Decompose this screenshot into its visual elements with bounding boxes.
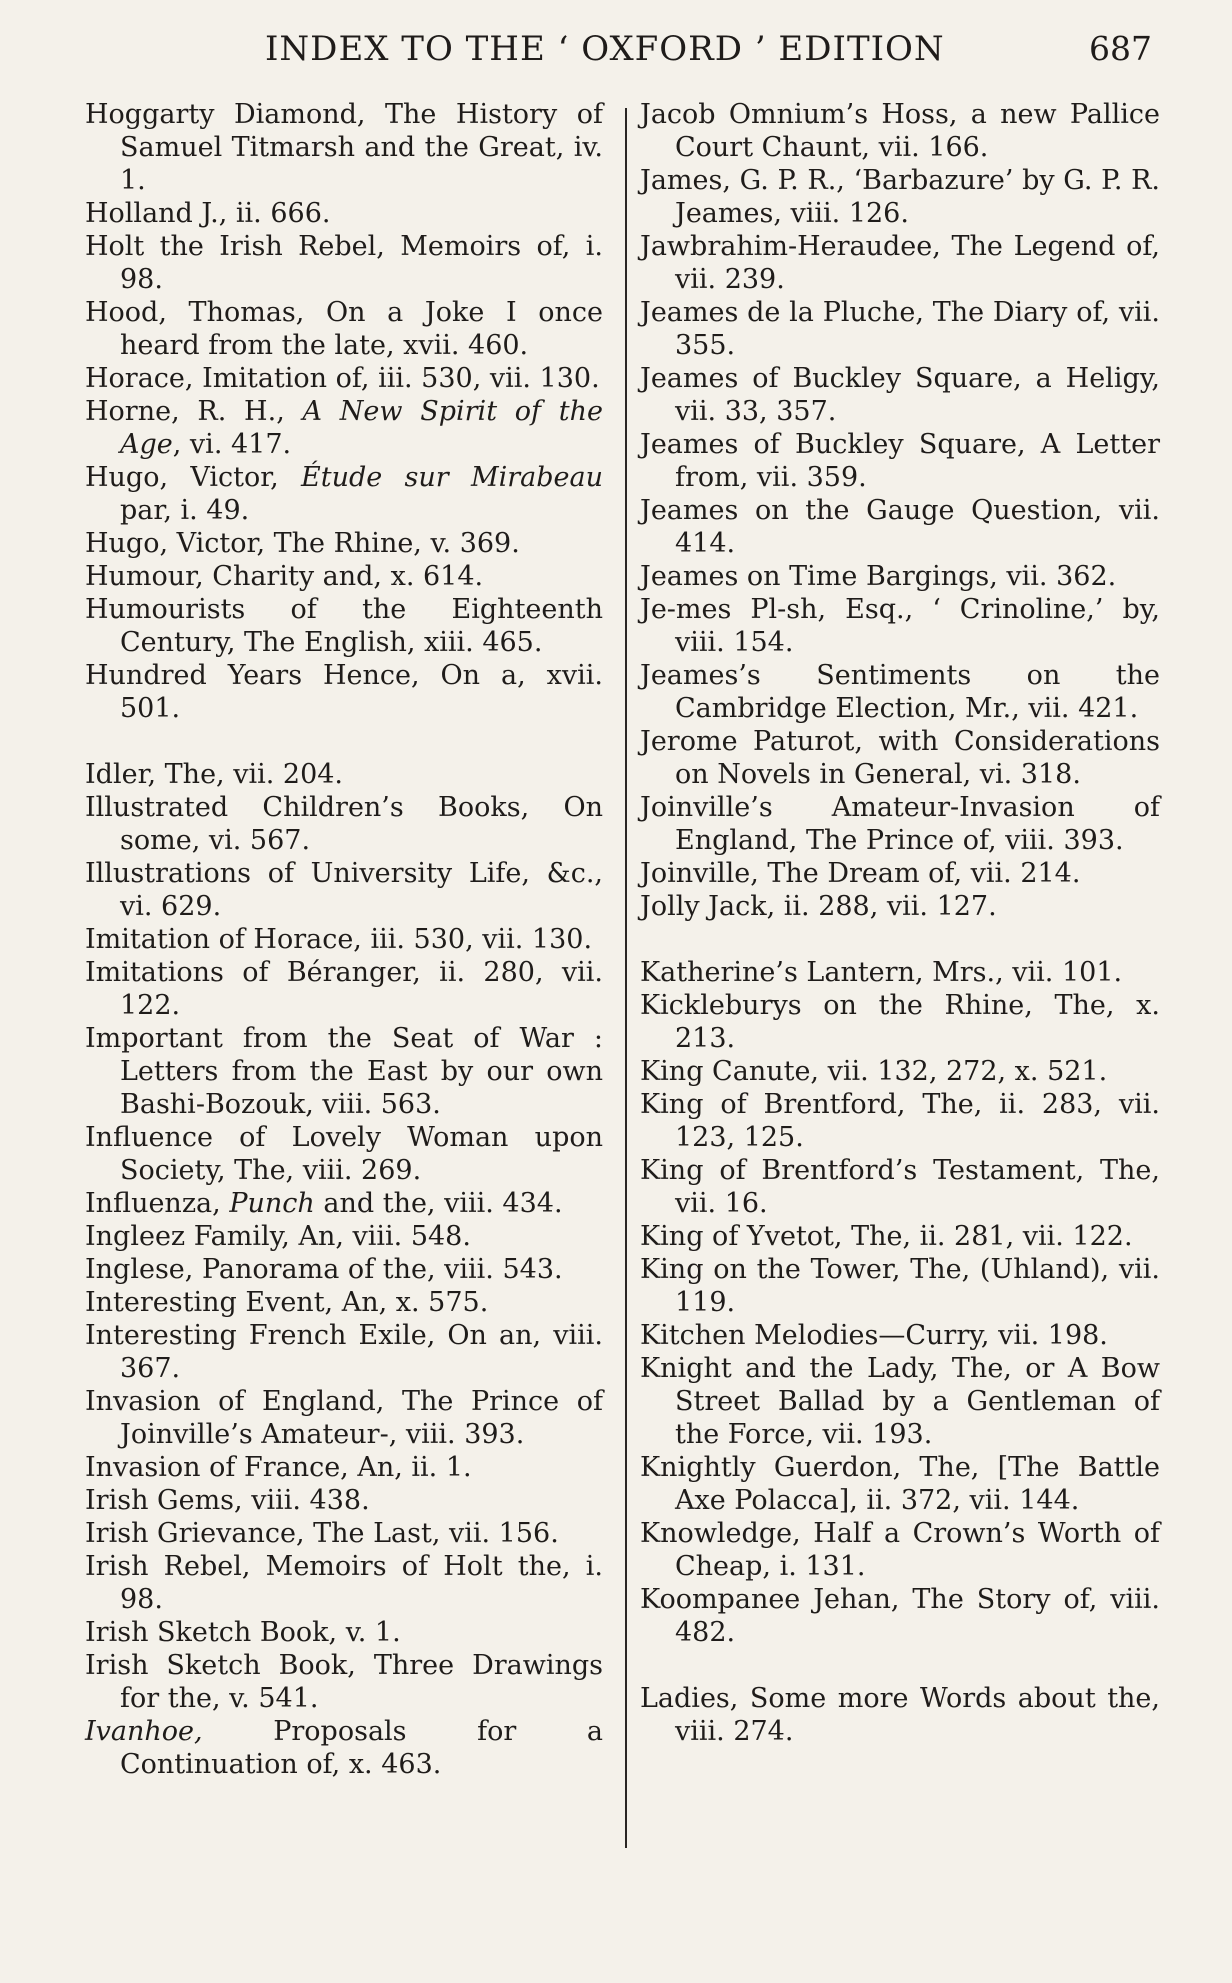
index-entry: Hoggarty Diamond, The History of Samuel Titmarsh and the Great, iv. 1. xyxy=(85,99,603,196)
index-entry: Imitation of Horace, iii. 530, vii. 130. xyxy=(85,924,593,955)
column-divider xyxy=(625,108,627,1848)
index-entry: Humourists of the Eighteenth Century, The English, xiii. 465. xyxy=(85,594,603,658)
index-entry: Jolly Jack, ii. 288, vii. 127. xyxy=(640,891,997,922)
index-entry: Irish Grievance, The Last, vii. 156. xyxy=(85,1518,559,1549)
index-entry: Irish Rebel, Memoirs of Holt the, i. 98. xyxy=(85,1551,603,1615)
index-entry: Kickleburys on the Rhine, The, x. 213. xyxy=(640,990,1160,1054)
index-entry: Jeames on the Gauge Question, vii. 414. xyxy=(640,495,1160,559)
index-entry: Invasion of England, The Prince of Joinville’s Amateur-, viii. 393. xyxy=(85,1386,603,1450)
index-entry: Ladies, Some more Words about the, viii. 274. xyxy=(640,1683,1160,1747)
index-entry: Jawbrahim-Heraudee, The Legend of, vii. 239. xyxy=(640,231,1160,295)
index-entry: Jeames on Time Bargings, vii. 362. xyxy=(640,561,1117,592)
index-entry: Illustrated Children’s Books, On some, vi. 567. xyxy=(85,792,603,856)
index-entry xyxy=(85,1715,603,1781)
index-entry: Imitations of Béranger, ii. 280, vii. 122. xyxy=(85,957,603,1021)
entry-text: and the, viii. 434. xyxy=(314,1188,563,1219)
index-entry: King on the Tower, The, (Uhland), vii. 119. xyxy=(640,1254,1160,1318)
index-entry xyxy=(85,395,603,461)
index-entry: Je-mes Pl-sh, Esq., ‘ Crinoline,’ by, viii. 154. xyxy=(640,594,1160,658)
entry-text: Horne, R. H., xyxy=(85,396,303,427)
index-entry: Interesting French Exile, On an, viii. 367. xyxy=(85,1320,603,1384)
index-entry: King of Yvetot, The, ii. 281, vii. 122. xyxy=(640,1221,1133,1252)
index-entry: Knightly Guerdon, The, [The Battle Axe Polacca], ii. 372, vii. 144. xyxy=(640,1452,1160,1516)
entry-text: Hugo, Victor, xyxy=(85,462,302,493)
index-entry: Jacob Omnium’s Hoss, a new Pallice Court Chaunt, vii. 166. xyxy=(640,99,1160,163)
entry-text: Influenza, xyxy=(85,1188,230,1219)
entry-text: Proposals for a Continuation of, x. 463. xyxy=(120,1716,603,1780)
index-entry: Katherine’s Lantern, Mrs., vii. 101. xyxy=(640,957,1123,988)
index-entry: Jeames de la Pluche, The Diary of, vii. 355. xyxy=(640,297,1160,361)
page-number: 687 xyxy=(1089,29,1152,68)
index-entry: Hundred Years Hence, On a, xvii. 501. xyxy=(85,660,603,724)
index-entry: James, G. P. R., ‘Barbazure’ by G. P. R. Jeames, viii. 126. xyxy=(640,165,1160,229)
section-gap xyxy=(640,923,1160,956)
index-entry: Hugo, Victor, The Rhine, v. 369. xyxy=(85,528,520,559)
running-header xyxy=(85,24,1152,74)
index-entry: Knowledge, Half a Crown’s Worth of Cheap, i. 131. xyxy=(640,1518,1160,1582)
entry-text: par, i. 49. xyxy=(120,495,250,526)
index-entry: King of Brentford’s Testament, The, vii. 16. xyxy=(640,1155,1160,1219)
index-entry: Important from the Seat of War : Letters from the East by our own Bashi-Bozouk, viii. 563. xyxy=(85,1023,603,1120)
index-entry: Invasion of France, An, ii. 1. xyxy=(85,1452,472,1483)
index-entry: Illustrations of University Life, &c., vi. 629. xyxy=(85,858,603,922)
index-entry: Jeames’s Sentiments on the Cambridge Election, Mr., vii. 421. xyxy=(640,660,1160,724)
section-gap xyxy=(85,725,603,758)
entry-italic-title: Punch xyxy=(229,1188,315,1219)
entry-italic-title: Étude sur Mirabeau xyxy=(301,462,603,493)
running-title: INDEX TO THE ‘ OXFORD ’ EDITION xyxy=(265,29,945,69)
index-entry: Holt the Irish Rebel, Memoirs of, i. 98. xyxy=(85,231,603,295)
index-entry: Joinville’s Amateur-Invasion of England, The Prince of, viii. 393. xyxy=(640,792,1160,856)
index-entry: Koompanee Jehan, The Story of, viii. 482. xyxy=(640,1584,1160,1648)
index-entry: Jeames of Buckley Square, a Heligy, vii. 33, 357. xyxy=(640,363,1160,427)
index-entry: Jeames of Buckley Square, A Letter from, vii. 359. xyxy=(640,429,1160,493)
entry-italic-title: Ivanhoe, xyxy=(85,1716,203,1747)
entry-text: , vi. 417. xyxy=(172,429,292,460)
index-entry: Idler, The, vii. 204. xyxy=(85,759,344,790)
index-entry: Joinville, The Dream of, vii. 214. xyxy=(640,858,1081,889)
index-entry: King Canute, vii. 132, 272, x. 521. xyxy=(640,1056,1108,1087)
index-entry: Irish Gems, viii. 438. xyxy=(85,1485,370,1516)
index-entry: Inglese, Panorama of the, viii. 543. xyxy=(85,1254,563,1285)
index-entry: Ingleez Family, An, viii. 548. xyxy=(85,1221,471,1252)
index-entry: Irish Sketch Book, v. 1. xyxy=(85,1617,401,1648)
index-entry: Influence of Lovely Woman upon Society, The, viii. 269. xyxy=(85,1122,603,1186)
index-entry: Hood, Thomas, On a Joke I once heard from the late, xvii. 460. xyxy=(85,297,603,361)
left-index-column xyxy=(85,98,603,1781)
index-entry: Holland J., ii. 666. xyxy=(85,198,331,229)
right-index-column xyxy=(640,98,1160,1748)
index-entry xyxy=(85,461,603,527)
index-entry: Kitchen Melodies—Curry, vii. 198. xyxy=(640,1320,1108,1351)
index-entry xyxy=(85,1187,603,1220)
section-gap xyxy=(640,1649,1160,1682)
index-entry: Interesting Event, An, x. 575. xyxy=(85,1287,489,1318)
entry-italic-title: A New Spirit of the Age xyxy=(120,396,603,460)
index-entry: King of Brentford, The, ii. 283, vii. 123, 125. xyxy=(640,1089,1160,1153)
index-entry: Jerome Paturot, with Considerations on Novels in General, vi. 318. xyxy=(640,726,1160,790)
index-entry: Irish Sketch Book, Three Drawings for the, v. 541. xyxy=(85,1650,603,1714)
index-entry: Horace, Imitation of, iii. 530, vii. 130. xyxy=(85,363,600,394)
index-entry: Humour, Charity and, x. 614. xyxy=(85,561,484,592)
index-entry: Knight and the Lady, The, or A Bow Street Ballad by a Gentleman of the Force, vii. 193. xyxy=(640,1353,1160,1450)
